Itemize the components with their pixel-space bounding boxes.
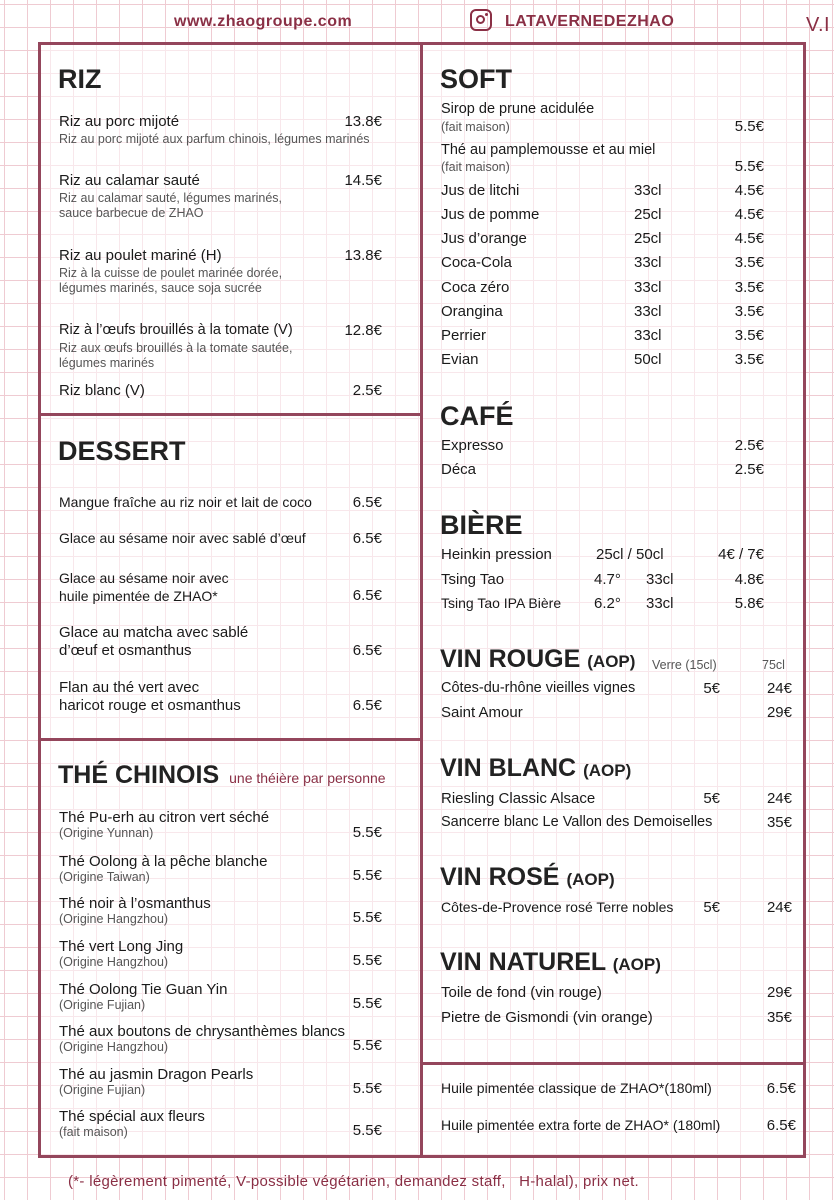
- dessert-item-name: Mangue fraîche au riz noir et lait de coco: [59, 494, 312, 510]
- the-item-price: 5.5€: [352, 867, 382, 884]
- the-item-name: Thé noir à l’osmanthus: [59, 895, 211, 912]
- vin-rose-aop: (AOP): [566, 870, 615, 889]
- biere-item-name: Tsing Tao: [441, 571, 505, 588]
- the-item-origin: (fait maison): [59, 1125, 128, 1139]
- dessert-item-price: 6.5€: [352, 642, 382, 659]
- huile-item-name: Huile pimentée classique de ZHAO*(180ml): [441, 1080, 712, 1096]
- soft-item-price: 4.5€: [734, 182, 764, 199]
- vin-blanc-title-text: VIN BLANC: [440, 754, 577, 782]
- vin-blanc-item-bottle: 35€: [766, 814, 792, 831]
- vin-rouge-item-name: Côtes-du-rhône vieilles vignes: [441, 680, 636, 696]
- cafe-item-name: Expresso: [441, 437, 504, 454]
- vin-naturel-item-name: Pietre de Gismondi (vin orange): [441, 1009, 653, 1026]
- soft-item-name: Thé au pamplemousse et au miel: [441, 142, 656, 158]
- soft-item-size: 33cl: [634, 254, 662, 271]
- biere-item-name: Heinkin pression: [441, 546, 552, 563]
- the-item-origin: (Origine Taiwan): [59, 870, 150, 884]
- dessert-title: DESSERT: [58, 436, 186, 466]
- soft-item-size: 25cl: [634, 206, 662, 223]
- vin-naturel-item-name: Toile de fond (vin rouge): [441, 984, 602, 1001]
- dessert-item-price: 6.5€: [352, 494, 382, 511]
- biere-item-price: 4€ / 7€: [718, 546, 764, 563]
- the-item-price: 5.5€: [352, 909, 382, 926]
- soft-item-price: 4.5€: [734, 230, 764, 247]
- riz-item-name: Riz au porc mijoté: [59, 113, 180, 130]
- the-item-price: 5.5€: [352, 824, 382, 841]
- riz-item-name: Riz au poulet mariné (H): [59, 247, 222, 264]
- riz-item-desc: Riz aux œufs brouillés à la tomate sautée, légumes marinés: [59, 341, 293, 370]
- soft-item-name: Evian: [441, 351, 479, 368]
- riz-item-price: 2.5€: [352, 382, 382, 399]
- biere-item-deg: 6.2°: [594, 595, 621, 612]
- riz-item-desc: Riz au porc mijoté aux parfum chinois, légumes marinés: [59, 132, 370, 146]
- biere-item-size: 33cl: [646, 595, 674, 612]
- riz-item-price: 13.8€: [344, 113, 382, 130]
- the-item-price: 5.5€: [352, 1080, 382, 1097]
- dessert-item-name: Glace au sésame noir avec sablé d’œuf: [59, 530, 306, 546]
- huile-item-price: 6.5€: [766, 1080, 796, 1097]
- the-item-price: 5.5€: [352, 1122, 382, 1139]
- the-item-origin: (Origine Hangzhou): [59, 1040, 169, 1054]
- the-item-name: Thé au jasmin Dragon Pearls: [59, 1066, 254, 1083]
- soft-item-price: 5.5€: [734, 118, 764, 135]
- soft-item-sub: (fait maison): [441, 120, 510, 134]
- soft-item-price: 5.5€: [734, 158, 764, 175]
- vin-naturel-aop: (AOP): [612, 955, 661, 974]
- soft-item-name: Sirop de prune acidulée: [441, 101, 595, 117]
- the-item-name: Thé spécial aux fleurs: [59, 1108, 205, 1125]
- instagram-handle[interactable]: LATAVERNEDEZHAO: [505, 13, 675, 30]
- vin-rouge-item-bottle: 29€: [766, 704, 792, 721]
- riz-item-price: 12.8€: [344, 322, 382, 339]
- dessert-item-price: 6.5€: [352, 587, 382, 604]
- the-item-price: 5.5€: [352, 995, 382, 1012]
- soft-item-price: 4.5€: [734, 206, 764, 223]
- biere-item-price: 4.8€: [734, 571, 764, 588]
- vin-blanc-aop: (AOP): [583, 761, 632, 780]
- riz-item-desc: Riz au calamar sauté, légumes marinés, sauce barbecue de ZHAO: [59, 191, 283, 220]
- soft-item-name: Perrier: [441, 327, 487, 344]
- soft-item-price: 3.5€: [734, 351, 764, 368]
- the-title: [58, 761, 386, 790]
- cafe-item-price: 2.5€: [734, 437, 764, 454]
- soft-item-name: Orangina: [441, 303, 503, 320]
- soft-item-size: 25cl: [634, 230, 662, 247]
- vin-naturel-title-text: VIN NATUREL: [440, 948, 606, 976]
- biere-item-size: 25cl / 50cl: [596, 546, 664, 563]
- soft-item-size: 33cl: [634, 303, 662, 320]
- biere-title: BIÈRE: [440, 510, 523, 540]
- soft-item-size: 33cl: [634, 327, 662, 344]
- the-item-name: Thé vert Long Jing: [59, 938, 184, 955]
- the-item-price: 5.5€: [352, 952, 382, 969]
- biere-item-name: Tsing Tao IPA Bière: [441, 595, 562, 611]
- riz-item-desc: Riz à la cuisse de poulet marinée dorée, légumes marinés, sauce soja sucrée: [59, 266, 283, 295]
- vin-blanc-item-name: Riesling Classic Alsace: [441, 790, 596, 807]
- the-item-origin: (Origine Fujian): [59, 998, 146, 1012]
- vin-rose-item-name: Côtes-de-Provence rosé Terre nobles: [441, 899, 674, 915]
- soft-item-price: 3.5€: [734, 303, 764, 320]
- dessert-item-name: Flan au thé vert avec haricot rouge et osmanthus: [59, 679, 241, 714]
- dessert-item-price: 6.5€: [352, 530, 382, 547]
- the-item-name: Thé Pu-erh au citron vert séché: [59, 809, 270, 826]
- cafe-item-name: Déca: [441, 461, 477, 478]
- vin-rouge-bottle-label: 75cl: [762, 658, 785, 672]
- vin-rose-item-bottle: 24€: [766, 899, 792, 916]
- soft-item-name: Jus d’orange: [441, 230, 527, 247]
- vin-blanc-title: [440, 754, 631, 783]
- vin-naturel-item-price: 29€: [766, 984, 792, 1001]
- instagram-icon: [470, 9, 492, 31]
- riz-item-name: Riz à l’œufs brouillés à la tomate (V): [59, 322, 293, 338]
- riz-item-price: 13.8€: [344, 247, 382, 264]
- soft-item-price: 3.5€: [734, 254, 764, 271]
- vin-rouge-aop: (AOP): [587, 652, 636, 671]
- the-item-origin: (Origine Hangzhou): [59, 955, 169, 969]
- the-item-name: Thé Oolong Tie Guan Yin: [59, 981, 228, 998]
- vin-rose-title: [440, 863, 615, 892]
- huile-item-price: 6.5€: [766, 1117, 796, 1134]
- the-item-origin: (Origine Yunnan): [59, 826, 154, 840]
- soft-item-size: 50cl: [634, 351, 662, 368]
- riz-item-name: Riz blanc (V): [59, 382, 145, 399]
- the-item-name: Thé aux boutons de chrysanthèmes blancs: [59, 1023, 346, 1040]
- vin-blanc-item-glass: 5€: [703, 790, 720, 807]
- website-link[interactable]: www.zhaogroupe.com: [174, 13, 353, 30]
- dessert-item-name: Glace au matcha avec sablé d’œuf et osmanthus: [59, 624, 249, 659]
- footer-note: (*- légèrement pimenté, V-possible végétarien, demandez staff, H-halal), prix net.: [68, 1173, 640, 1190]
- vin-rouge-glass-label: Verre (15cl): [652, 658, 717, 672]
- vin-rose-item-glass: 5€: [703, 899, 720, 916]
- the-item-name: Thé Oolong à la pêche blanche: [59, 853, 268, 870]
- soft-item-name: Jus de litchi: [441, 182, 520, 199]
- vin-blanc-item-name: Sancerre blanc Le Vallon des Demoiselles: [441, 814, 713, 830]
- page-header: [0, 0, 834, 44]
- soft-item-size: 33cl: [634, 279, 662, 296]
- vin-rouge-title: [440, 645, 635, 674]
- cafe-title: CAFÉ: [440, 401, 514, 431]
- vin-rouge-title-text: VIN ROUGE: [440, 645, 581, 673]
- biere-item-price: 5.8€: [734, 595, 764, 612]
- biere-item-deg: 4.7°: [594, 571, 621, 588]
- the-item-origin: (Origine Hangzhou): [59, 912, 169, 926]
- huile-section: [420, 1062, 806, 1158]
- soft-item-name: Coca zéro: [441, 279, 510, 296]
- vin-naturel-item-price: 35€: [766, 1009, 792, 1026]
- the-item-price: 5.5€: [352, 1037, 382, 1054]
- vin-rouge-item-name: Saint Amour: [441, 704, 523, 721]
- soft-item-price: 3.5€: [734, 327, 764, 344]
- the-title-text: THÉ CHINOIS: [58, 761, 220, 789]
- the-note: une théière par personne: [229, 770, 386, 786]
- vin-rouge-item-bottle: 24€: [766, 680, 792, 697]
- soft-item-name: Jus de pomme: [441, 206, 540, 223]
- soft-item-size: 33cl: [634, 182, 662, 199]
- soft-item-name: Coca-Cola: [441, 254, 512, 271]
- riz-title: RIZ: [58, 64, 102, 94]
- the-item-origin: (Origine Fujian): [59, 1083, 146, 1097]
- riz-item-name: Riz au calamar sauté: [59, 172, 200, 189]
- corner-label: V.I: [806, 14, 831, 36]
- biere-item-size: 33cl: [646, 571, 674, 588]
- vin-rouge-item-glass: 5€: [703, 680, 720, 697]
- soft-item-price: 3.5€: [734, 279, 764, 296]
- vin-naturel-title: [440, 948, 661, 977]
- vin-rose-title-text: VIN ROSÉ: [440, 863, 560, 891]
- vin-blanc-item-bottle: 24€: [766, 790, 792, 807]
- huile-item-name: Huile pimentée extra forte de ZHAO* (180ml): [441, 1117, 721, 1133]
- soft-title: SOFT: [440, 64, 512, 94]
- dessert-item-name: Glace au sésame noir avec huile pimentée de ZHAO*: [59, 570, 229, 604]
- soft-item-sub: (fait maison): [441, 160, 510, 174]
- riz-item-price: 14.5€: [344, 172, 382, 189]
- dessert-item-price: 6.5€: [352, 697, 382, 714]
- cafe-item-price: 2.5€: [734, 461, 764, 478]
